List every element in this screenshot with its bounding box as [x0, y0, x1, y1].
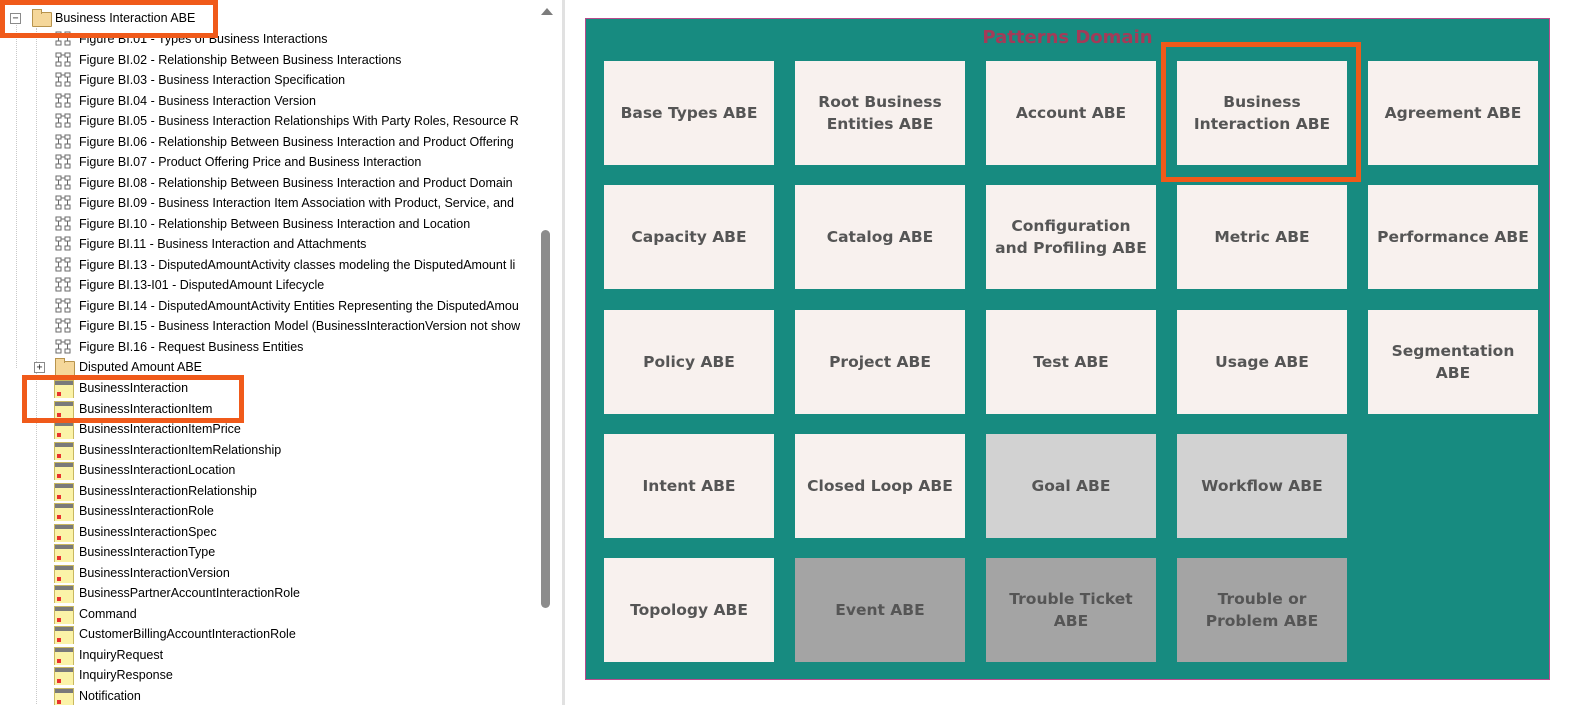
class-icon — [54, 503, 74, 521]
tree-item-disputed-amount-abe[interactable] — [0, 357, 240, 377]
pattern-tile[interactable]: Performance ABE — [1368, 185, 1538, 289]
tree-item-class[interactable] — [0, 583, 538, 603]
class-icon — [54, 442, 74, 460]
tree-item-label: Figure BI.09 - Business Interaction Item Association with Product, Service, and — [79, 196, 514, 210]
tree-item-label: InquiryRequest — [79, 647, 164, 662]
diagram-icon — [55, 236, 71, 252]
diagram-icon — [55, 339, 71, 355]
tree-item-class[interactable] — [0, 563, 538, 583]
collapse-icon[interactable]: − — [10, 13, 21, 24]
scroll-up-arrow-icon[interactable] — [541, 8, 553, 15]
tree-item-label: Figure BI.14 - DisputedAmountActivity Entities Representing the DisputedAmou — [79, 298, 519, 313]
tree-item-label: Figure BI.15 - Business Interaction Model (BusinessInteractionVersion not show — [79, 319, 521, 333]
diagram-icon — [55, 257, 71, 273]
class-icon — [54, 626, 74, 644]
pattern-tile[interactable]: Policy ABE — [604, 310, 774, 414]
tree-item-label: BusinessInteractionType — [79, 545, 216, 559]
pattern-tile[interactable]: Trouble Ticket ABE — [986, 558, 1156, 662]
tree-item-label: Figure BI.13 - DisputedAmountActivity classes modeling the DisputedAmount li — [79, 257, 516, 272]
tree-item-label: BusinessInteractionVersion — [79, 565, 230, 580]
tree-item-label: BusinessInteractionItemPrice — [79, 422, 241, 436]
tree-item-figure[interactable] — [0, 132, 538, 152]
class-icon — [54, 585, 74, 603]
pattern-tile[interactable]: Configuration and Profiling ABE — [986, 185, 1156, 289]
pattern-tile[interactable]: Capacity ABE — [604, 185, 774, 289]
pattern-tile[interactable]: Catalog ABE — [795, 185, 965, 289]
tree-item-figure[interactable] — [0, 255, 538, 275]
class-icon — [54, 421, 74, 439]
folder-icon — [55, 361, 75, 376]
patterns-domain-title: Patterns Domain — [982, 27, 1153, 48]
class-icon — [54, 565, 74, 583]
pattern-tile[interactable]: Goal ABE — [986, 434, 1156, 538]
tree-item-label: Command — [79, 606, 137, 621]
tree-vertical-scrollbar[interactable] — [538, 0, 554, 705]
patterns-domain-panel — [585, 18, 1550, 680]
tree-item-figure[interactable] — [0, 296, 538, 316]
tree-item-label: Disputed Amount ABE — [79, 360, 202, 374]
pattern-tile[interactable]: Trouble or Problem ABE — [1177, 558, 1347, 662]
tree-item-label: Figure BI.01 - Types of Business Interactions — [79, 32, 328, 46]
class-icon — [54, 688, 74, 705]
diagram-icon — [55, 175, 71, 191]
tree-item-figure[interactable] — [0, 234, 538, 254]
tree-item-figure[interactable] — [0, 91, 538, 111]
tree-item-label: Figure BI.11 - Business Interaction and Attachments — [79, 237, 367, 251]
tree-item-class[interactable] — [0, 522, 538, 542]
pattern-tile[interactable]: Account ABE — [986, 61, 1156, 165]
panel-divider[interactable] — [562, 0, 565, 705]
tree-item-figure[interactable] — [0, 70, 538, 90]
tree-item-class[interactable] — [0, 542, 538, 562]
class-icon — [54, 647, 74, 665]
tree-item-figure[interactable] — [0, 111, 538, 131]
diagram-icon — [55, 277, 71, 293]
tree-item-label: BusinessInteractionRole — [79, 504, 214, 518]
diagram-icon — [55, 298, 71, 314]
tree-item-label: Figure BI.07 - Product Offering Price and Business Interaction — [79, 155, 422, 169]
diagram-icon — [55, 113, 71, 129]
tree-item-label: BusinessInteractionItemRelationship — [79, 442, 282, 457]
tree-item-label: Figure BI.08 - Relationship Between Business Interaction and Product Domain — [79, 175, 513, 190]
tree-item-class[interactable] — [0, 440, 538, 460]
tree-item-class[interactable] — [0, 501, 538, 521]
tree-item-label: Figure BI.04 - Business Interaction Version — [79, 93, 316, 108]
diagram-icon — [55, 216, 71, 232]
expand-icon[interactable]: + — [34, 362, 45, 373]
class-icon — [54, 524, 74, 542]
pattern-tile[interactable]: Closed Loop ABE — [795, 434, 965, 538]
tree-item-label: Figure BI.03 - Business Interaction Specification — [79, 73, 346, 87]
pattern-tile[interactable]: Segmentation ABE — [1368, 310, 1538, 414]
tree-item-figure[interactable] — [0, 193, 538, 213]
pattern-tile[interactable]: Project ABE — [795, 310, 965, 414]
highlight-box-tree-root — [0, 0, 218, 38]
pattern-tile[interactable]: Root Business Entities ABE — [795, 61, 965, 165]
tree-item-label: BusinessInteractionRelationship — [79, 483, 257, 498]
tree-item-label: BusinessInteraction — [79, 381, 189, 395]
tree-item-figure[interactable] — [0, 337, 538, 357]
pattern-tile[interactable]: Topology ABE — [604, 558, 774, 662]
pattern-tile[interactable]: Business Interaction ABE — [1177, 61, 1347, 165]
tree-item-label: InquiryResponse — [79, 668, 173, 682]
tree-item-label: Figure BI.06 - Relationship Between Business Interaction and Product Offering — [79, 134, 514, 149]
class-icon — [54, 606, 74, 624]
pattern-tile[interactable]: Test ABE — [986, 310, 1156, 414]
tree-item-label: BusinessInteractionItem — [79, 401, 213, 416]
tree-item-label: BusinessInteractionSpec — [79, 524, 217, 539]
tree-item-figure[interactable] — [0, 214, 538, 234]
pattern-tile[interactable]: Intent ABE — [604, 434, 774, 538]
class-icon — [54, 462, 74, 480]
highlight-box-business-interaction-tile — [1161, 42, 1361, 182]
pattern-tile[interactable]: Base Types ABE — [604, 61, 774, 165]
tree-item-class[interactable] — [0, 604, 538, 624]
tree-item-label: Figure BI.16 - Request Business Entities — [79, 339, 304, 354]
diagram-icon — [55, 52, 71, 68]
pattern-tile[interactable]: Usage ABE — [1177, 310, 1347, 414]
diagram-icon — [55, 93, 71, 109]
tree-item-figure[interactable] — [0, 275, 538, 295]
tree-item-label: Notification — [79, 688, 141, 703]
highlight-box-tree-classes — [22, 375, 244, 423]
model-tree-panel — [0, 0, 558, 705]
tree-item-class[interactable] — [0, 665, 538, 685]
diagram-icon — [55, 195, 71, 211]
tree-item-figure[interactable] — [0, 50, 538, 70]
diagram-icon — [55, 318, 71, 334]
class-icon — [54, 667, 74, 685]
diagram-icon — [55, 72, 71, 88]
tree-item-label: Business Interaction ABE — [55, 11, 196, 25]
tree-item-label: Figure BI.02 - Relationship Between Business Interactions — [79, 52, 402, 67]
tree-item-figure[interactable] — [0, 152, 538, 172]
tree-item-label: Figure BI.10 - Relationship Between Business Interaction and Location — [79, 216, 471, 231]
class-icon — [54, 544, 74, 562]
diagram-icon — [55, 134, 71, 150]
tree-item-class[interactable] — [0, 624, 538, 644]
diagram-icon — [55, 154, 71, 170]
tree-item-class[interactable] — [0, 645, 538, 665]
tree-item-class[interactable] — [0, 481, 538, 501]
tree-item-label: CustomerBillingAccountInteractionRole — [79, 627, 296, 641]
tree-item-label: Figure BI.05 - Business Interaction Relationships With Party Roles, Resource R — [79, 114, 519, 128]
tree-item-label: BusinessPartnerAccountInteractionRole — [79, 586, 300, 600]
pattern-tile[interactable]: Event ABE — [795, 558, 965, 662]
tree-item-class[interactable] — [0, 460, 538, 480]
tree-item-label: Figure BI.13-I01 - DisputedAmount Lifecycle — [79, 278, 325, 292]
tree-item-figure[interactable] — [0, 173, 538, 193]
class-icon — [54, 483, 74, 501]
tree-item-figure[interactable] — [0, 316, 538, 336]
pattern-tile[interactable]: Agreement ABE — [1368, 61, 1538, 165]
tree-item-class[interactable] — [0, 686, 538, 705]
tree-item-label: BusinessInteractionLocation — [79, 463, 236, 477]
pattern-tile[interactable]: Metric ABE — [1177, 185, 1347, 289]
pattern-tile[interactable]: Workflow ABE — [1177, 434, 1347, 538]
scrollbar-thumb[interactable] — [541, 230, 550, 608]
